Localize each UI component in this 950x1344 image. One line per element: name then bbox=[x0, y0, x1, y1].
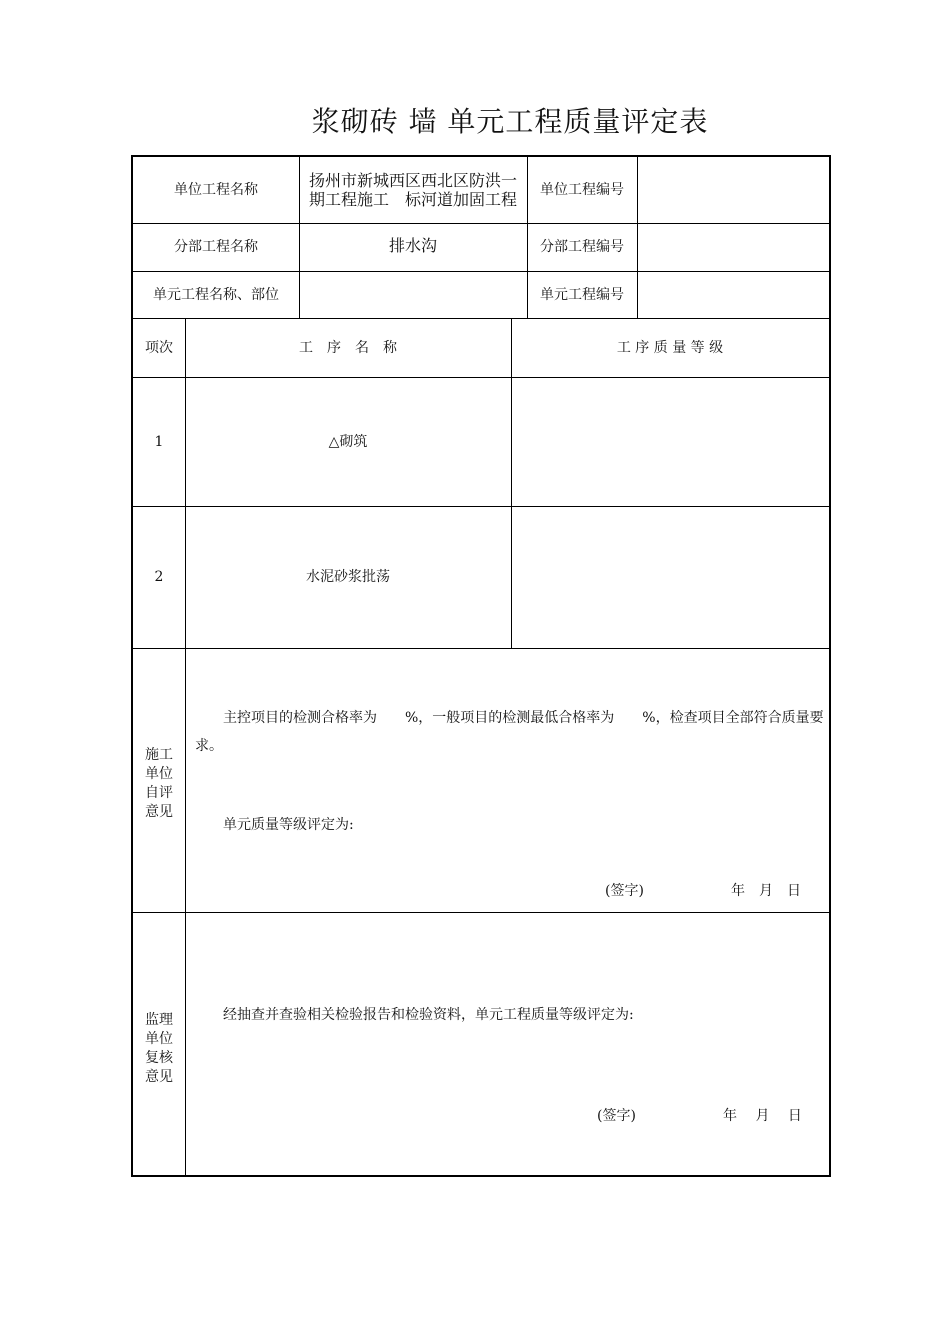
process-grade[interactable] bbox=[511, 377, 829, 506]
col-index-header: 项次 bbox=[145, 339, 173, 356]
process-name: △砌筑 bbox=[328, 433, 368, 450]
element-name-value[interactable] bbox=[299, 271, 527, 318]
sub-project-no-label: 分部工程编号 bbox=[540, 239, 624, 255]
supervisor-opinion-label: 监理单位复核意见 bbox=[145, 1012, 173, 1085]
element-name-label: 单元工程名称、部位 bbox=[153, 286, 279, 303]
col-name-header: 工 序 名 称 bbox=[299, 339, 397, 356]
supervisor-opinion-text: 经抽查并查验相关检验报告和检验资料，单元工程质量等级评定为: bbox=[223, 1007, 634, 1023]
contractor-opinion-label: 施工单位自评意见 bbox=[145, 747, 173, 820]
contractor-opinion-text: 主控项目的检测合格率为 %，一般项目的检测最低合格率为 %，检查项目全部符合质量要求。 bbox=[195, 710, 824, 754]
unit-project-name-label: 单位工程名称 bbox=[174, 182, 258, 198]
row-index: 1 bbox=[154, 433, 164, 450]
sub-project-no-value[interactable] bbox=[637, 223, 829, 271]
page-title: 浆砌砖 墙 单元工程质量评定表 bbox=[311, 105, 709, 138]
unit-project-no-value[interactable] bbox=[637, 157, 829, 223]
evaluation-form bbox=[131, 155, 831, 1177]
element-no-label: 单元工程编号 bbox=[540, 286, 624, 303]
unit-project-name-value: 扬州市新城西区西北区防洪一期工程施工 标河道加固工程 bbox=[309, 171, 518, 209]
row-divider bbox=[133, 648, 829, 649]
sub-project-name-value: 排水沟 bbox=[388, 235, 437, 255]
process-name: 水泥砂浆批荡 bbox=[306, 569, 390, 585]
supervisor-sign: (签字) bbox=[597, 1108, 636, 1124]
supervisor-date: 年 月 日 bbox=[723, 1108, 802, 1124]
row-divider bbox=[133, 912, 829, 913]
row-index: 2 bbox=[154, 569, 164, 585]
element-no-value[interactable] bbox=[637, 271, 829, 318]
contractor-date: 年 月 日 bbox=[731, 883, 801, 899]
sub-project-name-label: 分部工程名称 bbox=[174, 239, 258, 255]
contractor-grade-line: 单元质量等级评定为: bbox=[223, 817, 354, 833]
process-grade[interactable] bbox=[511, 506, 829, 648]
unit-project-no-label: 单位工程编号 bbox=[540, 182, 624, 198]
contractor-sign: (签字) bbox=[605, 883, 644, 899]
col-grade-header: 工 序 质 量 等 级 bbox=[616, 339, 724, 356]
